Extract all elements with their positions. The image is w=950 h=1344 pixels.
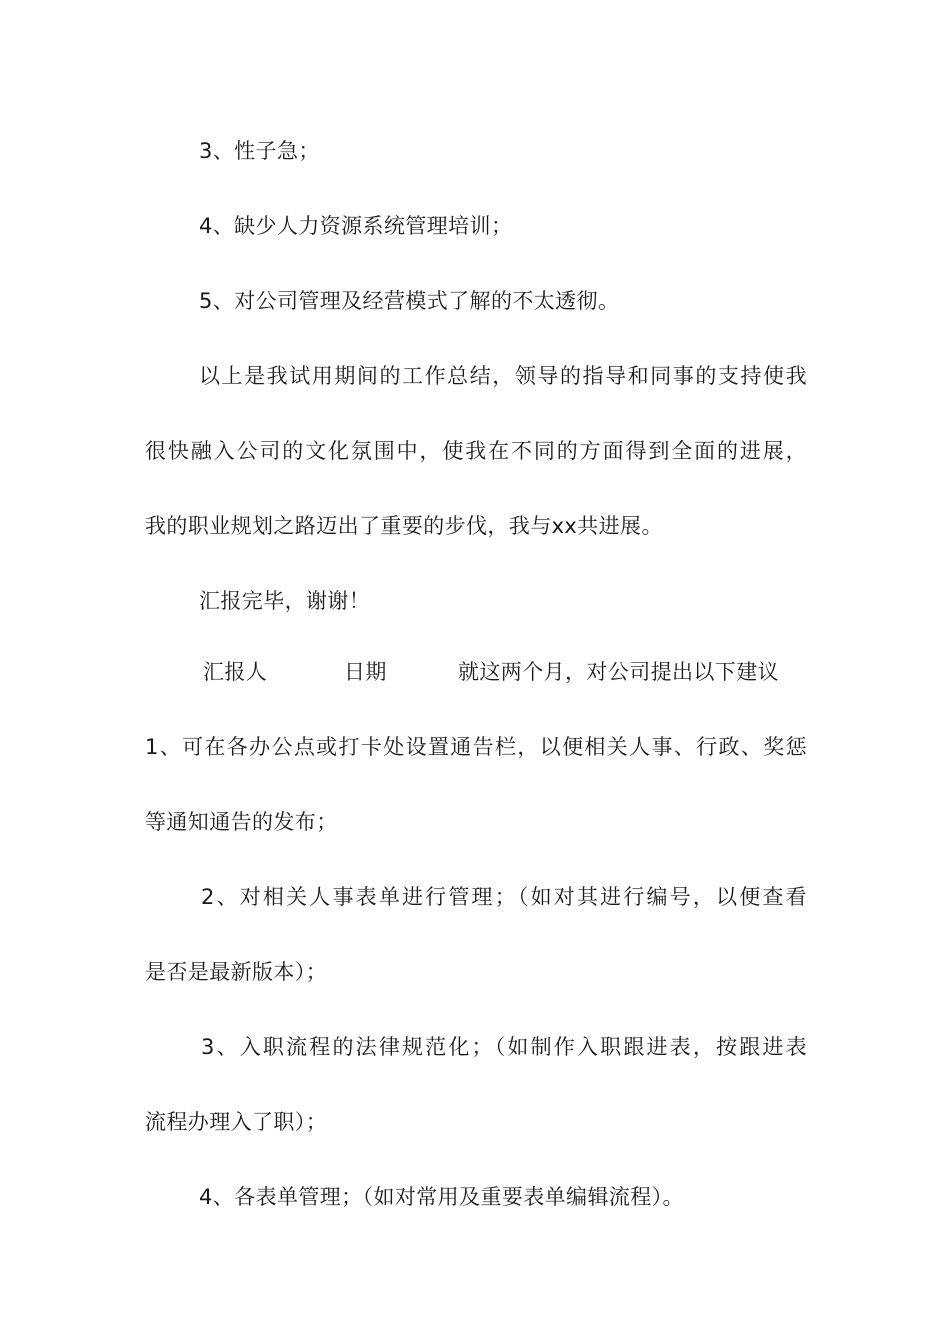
suggestion-2-line-2: 是否是最新版本）； xyxy=(145,960,328,984)
suggestions-intro: 就这两个月，对公司提出以下建议 xyxy=(458,660,779,684)
suggestion-1-line-1: 1、可在各办公点或打卡处设置通告栏，以便相关人事、行政、奖惩 xyxy=(145,735,807,759)
reporter-label: 汇报人 xyxy=(203,660,268,684)
summary-paragraph-line-1: 以上是我试用期间的工作总结，领导的指导和同事的支持使我 xyxy=(199,364,807,388)
suggestion-1-line-2: 等通知通告的发布； xyxy=(145,810,338,834)
weakness-item-3: 3、性子急； xyxy=(199,139,320,163)
date-label: 日期 xyxy=(344,660,387,684)
summary-paragraph-line-2: 很快融入公司的文化氛围中，使我在不同的方面得到全面的进展， xyxy=(145,439,807,463)
suggestion-3-line-1: 3、入职流程的法律规范化；（如制作入职跟进表，按跟进表 xyxy=(201,1035,807,1059)
weakness-item-5: 5、对公司管理及经营模式了解的不太透彻。 xyxy=(199,289,620,313)
summary-paragraph-line-3: 我的职业规划之路迈出了重要的步伐，我与xx共进展。 xyxy=(145,514,663,538)
closing-line: 汇报完毕，谢谢！ xyxy=(199,589,371,613)
suggestion-2-line-1: 2、对相关人事表单进行管理；（如对其进行编号，以便查看 xyxy=(201,885,807,909)
suggestion-4: 4、各表单管理；（如对常用及重要表单编辑流程）。 xyxy=(199,1185,684,1209)
suggestion-3-line-2: 流程办理入了职）； xyxy=(145,1110,328,1134)
weakness-item-4: 4、缺少人力资源系统管理培训； xyxy=(199,214,513,238)
